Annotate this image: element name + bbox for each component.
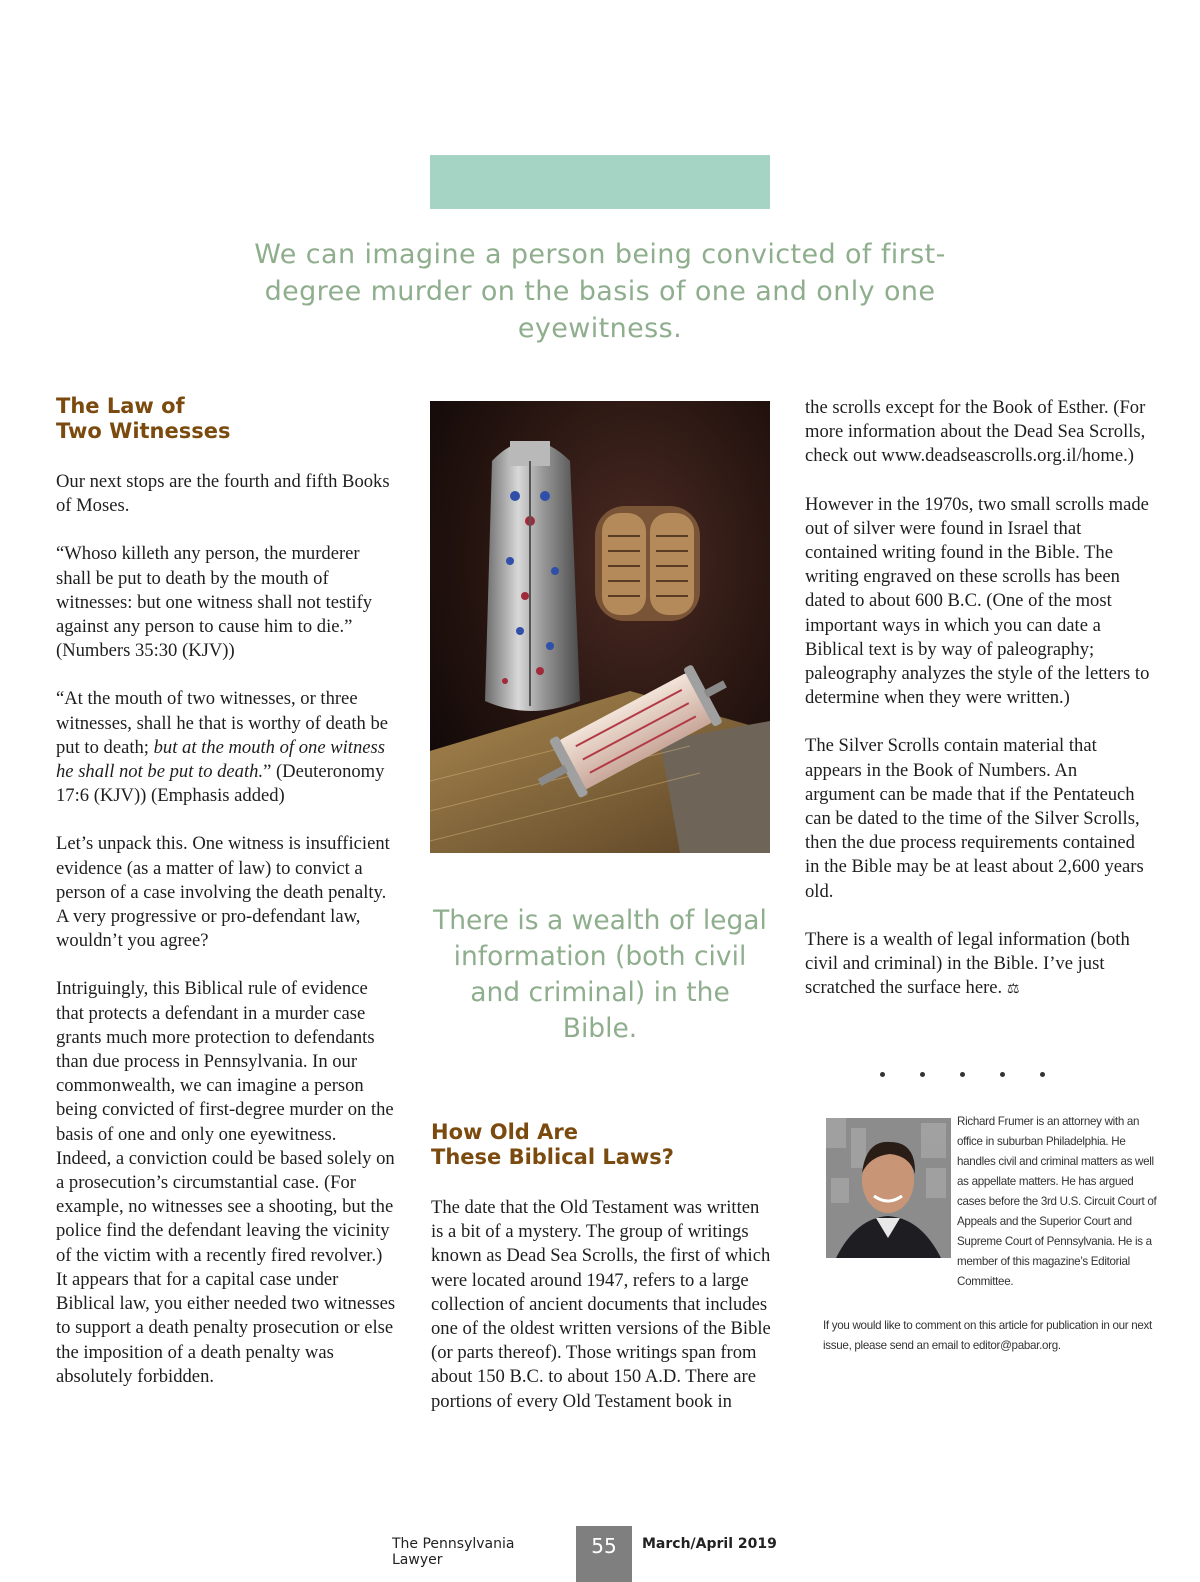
page-number: 55 [576, 1526, 632, 1582]
quote-text: “At the mouth of two witnesses, or three witnesses, shall he that is worthy of death be put to death; [56, 688, 389, 758]
heading-line-1: How Old Are [431, 1120, 578, 1144]
quote-emphasis: but at the mouth of one witness he shall not be put to death. [56, 736, 385, 783]
divider-dot [1040, 1072, 1045, 1077]
scales-of-justice-icon: ⚖ [1006, 981, 1020, 998]
paragraph: the scrolls except for the Book of Esther. (For more information about the Dead Sea Scrolls, check out www.deadseascrolls.org.il/home.) [805, 397, 1146, 467]
comment-note: If you would like to comment on this article for publication in our next issue, please send an email to editor@pabar.org. [823, 1319, 1152, 1352]
divider-dot [880, 1072, 885, 1077]
paragraph-quote-numbers: “Whoso killeth any person, the murderer shall be put to death by the mouth of witnesses: but one witness shall not testify against any person to cause him to die.” (Numbers 35:30 (KJV)) [56, 543, 373, 662]
footer-issue-date: March/April 2019 [642, 1536, 777, 1552]
paragraph: Our next stops are the fourth and fifth Books of Moses. [56, 471, 390, 517]
section-heading-how-old-are-these-biblical-laws [431, 1120, 776, 1170]
footer-publication-name: The Pennsylvania Lawyer [392, 1536, 515, 1568]
paragraph: Let’s unpack this. One witness is insufficient evidence (as a matter of law) to convict a person of a case involving the death penalty. A very progressive or pro-defendant law, wouldn’t you agree? [56, 833, 390, 952]
section-heading-law-of-two-witnesses [56, 394, 396, 444]
quote-citation: ” (Deuteronomy 17:6 (KJV)) (Emphasis added) [56, 761, 385, 807]
paragraph: Intriguingly, this Biblical rule of evidence that protects a defendant in a murder case grants much more protection to defendants than due process in Pennsylvania. In our commonwealth, we can imagine a person being convicted of first-degree murder on the basis of one and only one eyewitness. Indeed, a conviction could be based solely on a prosecution’s circumstantial case. (For example, no witnesses see a shooting, but the police find the defendant leaving the vicinity of the victim with a recently fired revolver.) It appears that for a capital case under Biblical law, you either needed two witnesses to support a death penalty prosecution or else the imposition of a death penalty was absolutely forbidden. [56, 978, 396, 1387]
column-2 [431, 1120, 776, 1438]
divider-dot [1000, 1072, 1005, 1077]
pull-quote-middle: There is a wealth of legal information (both civil and criminal) in the Bible. [433, 905, 767, 1044]
column-3 [805, 396, 1150, 1025]
column-1 [56, 394, 396, 1413]
heading-line-1: The Law of [56, 394, 185, 418]
section-divider-dots [880, 1072, 1060, 1082]
paragraph-quote-deuteronomy [56, 687, 396, 808]
closing-text: There is a wealth of legal information (both civil and criminal) in the Bible. I’ve just scratched the surface here. [805, 928, 1130, 999]
divider-dot [960, 1072, 965, 1077]
heading-line-2: Two Witnesses [56, 419, 231, 443]
paragraph: The Silver Scrolls contain material that appears in the Book of Numbers. An argument can be made that if the Pentateuch can be dated to the time of the Silver Scrolls, then the due process requirements contained in the Bible may be at least about 2,600 years old. [805, 735, 1144, 902]
divider-dot [920, 1072, 925, 1077]
heading-line-2: These Biblical Laws? [431, 1145, 674, 1169]
author-headshot [826, 1118, 951, 1258]
torah-scroll-photo [430, 401, 770, 853]
decorative-teal-bar [430, 155, 770, 209]
paragraph: However in the 1970s, two small scrolls made out of silver were found in Israel that contained writing found in the Bible. The writing engraved on these scrolls has been dated to about 600 B.C. (One of the most important ways in which you can date a Biblical text is by way of paleography; paleography analyzes the style of the letters to determine when they were written.) [805, 493, 1150, 709]
pull-quote-top: We can imagine a person being convicted of first-degree murder on the basis of one and only one eyewitness. [254, 239, 946, 344]
paragraph: The date that the Old Testament was written is a bit of a mystery. The group of writings known as Dead Sea Scrolls, the first of which were located around 1947, refers to a large collection of ancient documents that includes one of the oldest written versions of the Bible (or parts thereof). Those writings span from about 150 B.C. to about 150 A.D. There are portions of every Old Testament book in [431, 1197, 771, 1412]
paragraph-closing [805, 928, 1150, 1002]
author-bio: Richard Frumer is an attorney with an office in suburban Philadelphia. He handles civil and criminal matters as well as appellate matters. He has argued cases before the 3rd U.S. Circuit Court of Appeals and the Superior Court and Supreme Court of Pennsylvania. He is a member of this magazine’s Editorial Committee. [957, 1115, 1157, 1288]
